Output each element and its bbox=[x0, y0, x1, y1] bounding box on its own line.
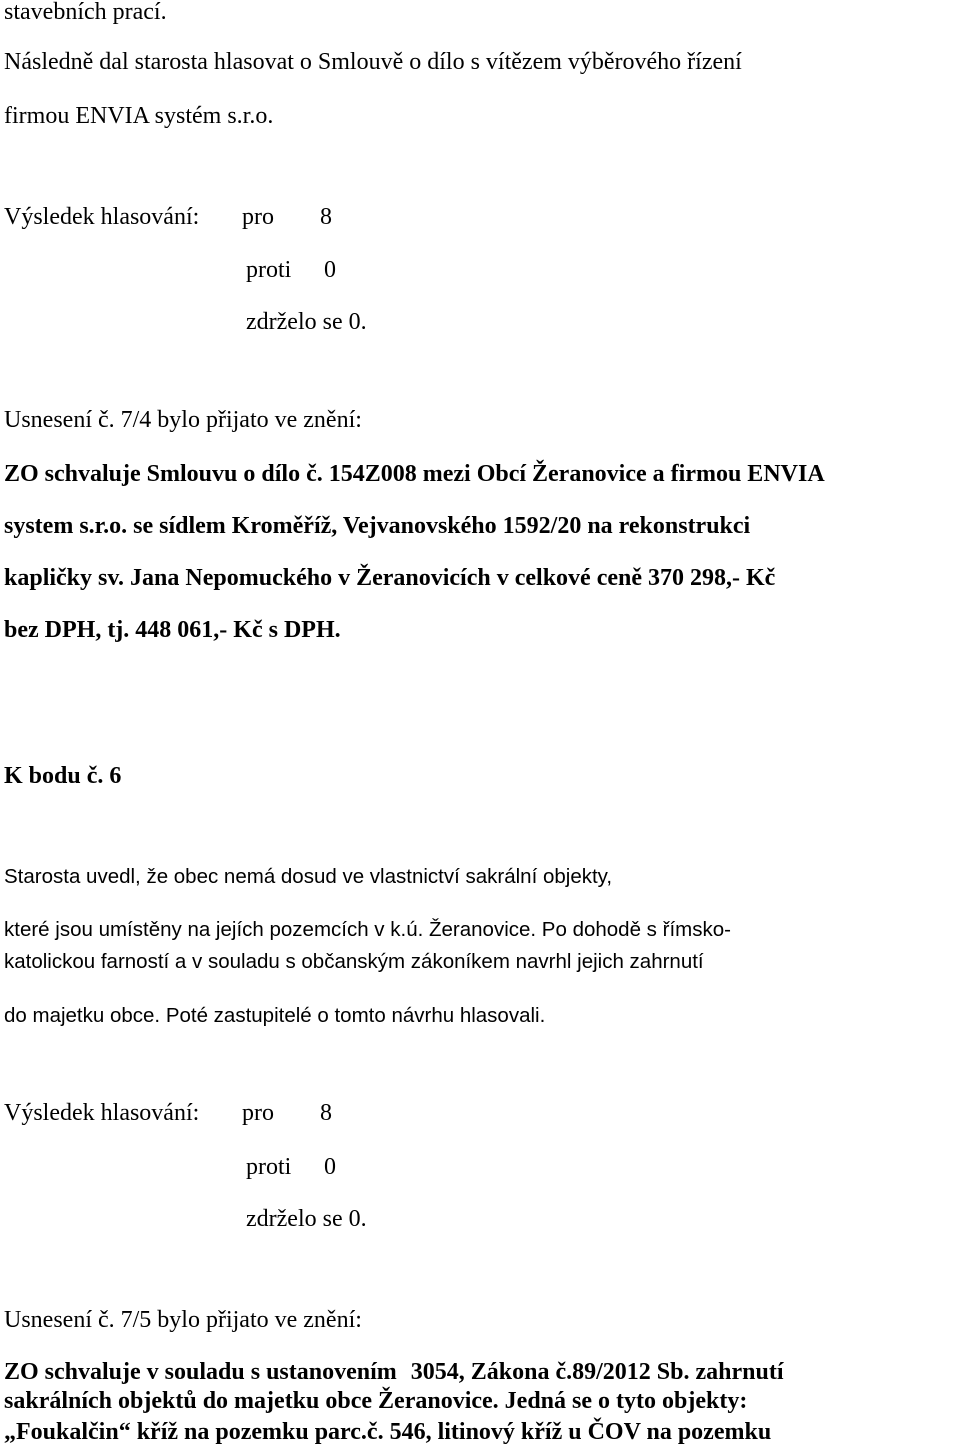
resolution-text-line: bez DPH, tj. 448 061,- Kč s DPH. bbox=[4, 617, 341, 643]
vote-proti-row bbox=[246, 1153, 336, 1181]
vote-result-row bbox=[4, 203, 332, 231]
text-line: firmou ENVIA systém s.r.o. bbox=[4, 103, 274, 129]
resolution-text-line: system s.r.o. se sídlem Kroměříž, Vejvanovského 1592/20 na rekonstrukci bbox=[4, 513, 751, 539]
text-line: katolickou farností a v souladu s občanským zákoníkem navrhl jejich zahrnutí bbox=[4, 950, 704, 973]
vote-result-row bbox=[4, 1099, 332, 1127]
vote-pro-value: 8 bbox=[320, 204, 332, 230]
vote-proti-value: 0 bbox=[324, 1154, 336, 1180]
resolution-text-line bbox=[4, 1358, 784, 1386]
text-line: které jsou umístěny na jejích pozemcích v k.ú. Žeranovice. Po dohodě s římsko- bbox=[4, 918, 731, 941]
section-heading: K bodu č. 6 bbox=[4, 763, 122, 789]
resolution-heading: Usnesení č. 7/5 bylo přijato ve znění: bbox=[4, 1307, 362, 1333]
vote-pro-value: 8 bbox=[320, 1100, 332, 1126]
text-line: stavebních prací. bbox=[4, 0, 167, 25]
vote-result-label: Výsledek hlasování: bbox=[4, 204, 200, 230]
text-line: do majetku obce. Poté zastupitelé o tomto návrhu hlasovali. bbox=[4, 1004, 546, 1027]
resolution-text-part: 3054, Zákona č.89/2012 Sb. zahrnutí bbox=[410, 1359, 784, 1385]
vote-result-label: Výsledek hlasování: bbox=[4, 1100, 200, 1126]
vote-zdrzelo: zdrželo se 0. bbox=[246, 1206, 367, 1232]
resolution-text-line: ZO schvaluje Smlouvu o dílo č. 154Z008 mezi Obcí Žeranovice a firmou ENVIA bbox=[4, 461, 825, 487]
vote-pro-label: pro bbox=[242, 1100, 274, 1126]
resolution-text-line: sakrálních objektů do majetku obce Žeranovice. Jedná se o tyto objekty: bbox=[4, 1388, 748, 1414]
vote-zdrzelo: zdrželo se 0. bbox=[246, 309, 367, 335]
resolution-text-line: „Foukalčin“ kříž na pozemku parc.č. 546, litinový kříž u ČOV na pozemku bbox=[4, 1419, 772, 1445]
vote-proti-label: proti bbox=[246, 1154, 292, 1180]
vote-proti-row bbox=[246, 256, 336, 284]
text-line: Starosta uvedl, že obec nemá dosud ve vlastnictví sakrální objekty, bbox=[4, 865, 613, 888]
vote-proti-label: proti bbox=[246, 257, 292, 283]
text-line: Následně dal starosta hlasovat o Smlouvě o dílo s vítězem výběrového řízení bbox=[4, 49, 742, 75]
vote-proti-value: 0 bbox=[324, 257, 336, 283]
resolution-text-part: ZO schvaluje v souladu s ustanovením bbox=[4, 1359, 397, 1385]
resolution-text-line: kapličky sv. Jana Nepomuckého v Žeranovicích v celkové ceně 370 298,- Kč bbox=[4, 565, 776, 591]
resolution-heading: Usnesení č. 7/4 bylo přijato ve znění: bbox=[4, 407, 362, 433]
vote-pro-label: pro bbox=[242, 204, 274, 230]
